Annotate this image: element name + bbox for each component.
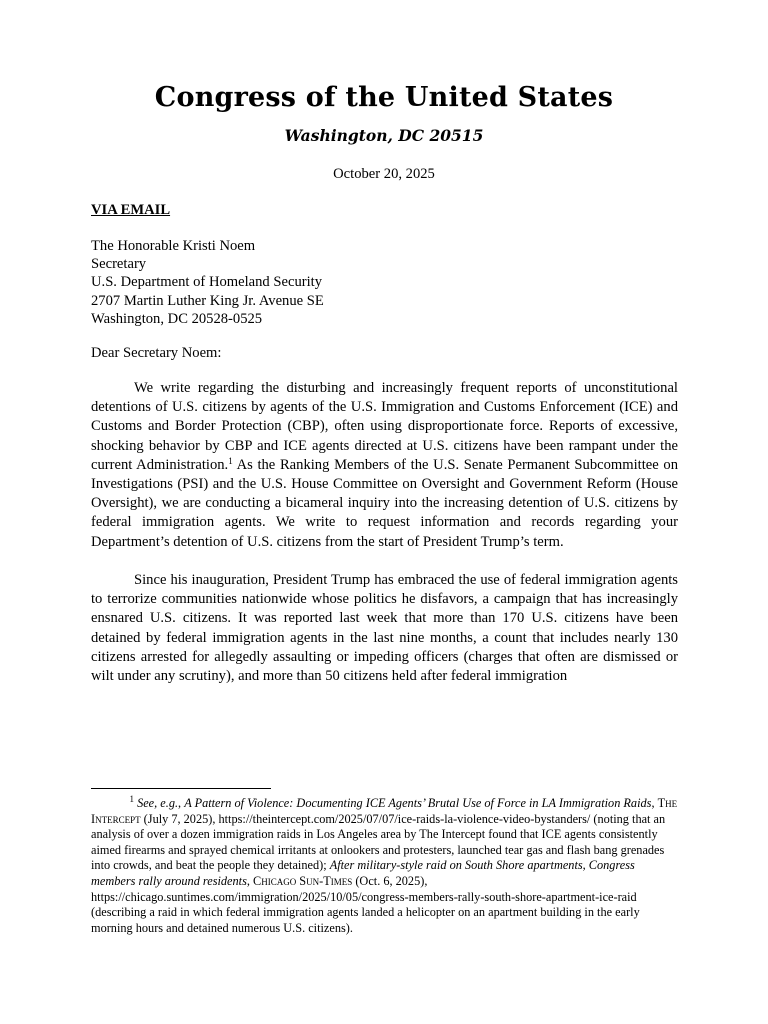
recipient-address [91, 237, 324, 328]
letterhead-subtitle: Washington, DC 20515 [284, 126, 484, 145]
paragraph-2: Since his inauguration, President Trump has embraced the use of federal immigration agents to terrorize communities nationwide whose politics he disfavors, a campaign that has increasingly ensnared U.S. citizens. It was reported last week that more than 170 U.S. citizens have been detained by federal immigration agents in the last nine months, a count that includes nearly 130 citizens arrested for allegedly assaulting or impeding officers (charges that often are dismissed or wilt under any scrutiny), and more than 50 citizens held after federal immigration [91, 572, 678, 685]
paragraph-1-text-cont: As the Ranking Members of the U.S. Senate Permanent Subcommittee on Investigations (PSI) and the U.S. House Committee on Oversight and Government Reform (House Oversight), we are conducting a bicameral inquiry into the increasing detention of U.S. citizens by federal immigration agents. We write to request information and records regarding your Department’s detention of U.S. citizens from the start of President Trump’s term. [91, 456, 678, 550]
footnote-source-1: The Intercept [91, 796, 678, 826]
footnote-signal: See, e.g. [137, 796, 179, 810]
footnote-number: 1 [129, 794, 134, 804]
footnote-text-1: (July 7, 2025), https://theintercept.com/2025/07/07/ice-raids-la-violence-video-bystanders/ (noting that an analysis of over a dozen immigration raids in Los Angeles area by The Intercept found that ICE agents consistently aimed firearms and sprayed chemical irritants at onlookers and protesters, launched tear gas and flash bang grenades into crowds, and beat the people they detained); [91, 811, 666, 873]
footnote-source-2: Chicago Sun-Times [253, 873, 353, 888]
footnote-divider [91, 788, 271, 789]
footnote-1: $^1$ See, e.g., A Pattern of Violence: Documenting ICE Agents’ Brutal Use of Force in LA Immigration Raids, The Intercept (July 7, 2025), https://theintercept.com/2025/07/07/ice-raids-la-violence-video-bystanders/ (noting that an analysis of over a dozen immigration raids in Los Angeles area by The Intercept found that ICE agents consistently aimed firearms and sprayed chemical irritants at onlookers and protesters, launched tear gas and flash bang grenades into crowds, and beat the people they detained); After military-style raid on South Shore apartments, Congress members rally around residents, Chicago Sun-Times (Oct. 6, 2025), https://chicago.suntimes.com/immigration/2025/10/05/congress-members-rally-south-shore-apartment-ice-raid (describing a raid in which federal immigration agents landed a helicopter on an apartment building in the early morning hours and detained numerous U.S. citizens). [91, 794, 678, 935]
footnote-title-2: After military-style raid on South Shore apartments, Congress members rally around residents [91, 858, 635, 888]
footnote-indent [91, 796, 134, 812]
recipient-city: Washington, DC 20528-0525 [91, 310, 263, 327]
recipient-title: Secretary [91, 256, 147, 273]
letter-date: October 20, 2025 [333, 166, 435, 182]
footnote-ref-1: 1 [228, 455, 233, 466]
letterhead-title: Congress of the United States [154, 82, 614, 113]
recipient-name: The Honorable Kristi Noem [91, 238, 256, 254]
recipient-street: 2707 Martin Luther King Jr. Avenue SE [91, 292, 324, 309]
paragraph-1-text: We write regarding the disturbing and increasingly frequent reports of unconstitutional detentions of U.S. citizens by agents of the U.S. Immigration and Customs Enforcement (ICE) and Customs and Border Protection (CBP), often using disproportionate force. Reports of excessive, shocking behavior by CBP and ICE agents directed at U.S. citizens have been rampant under the current Administration. [91, 380, 678, 473]
delivery-method: VIA EMAIL [91, 202, 171, 218]
footnote-text-2: (Oct. 6, 2025), https://chicago.suntimes.com/immigration/2025/10/05/congress-members-rally-south-shore-apartment-ice-raid (describing a raid in which federal immigration agents landed a helicopter on an apartment building in the early morning hours and detained numerous U.S. citizens). [91, 873, 640, 935]
paragraph-1 [91, 379, 678, 552]
salutation: Dear Secretary Noem: [91, 345, 222, 361]
recipient-department: U.S. Department of Homeland Security [91, 274, 323, 291]
footnote-title-1: A Pattern of Violence: Documenting ICE Agents’ Brutal Use of Force in LA Immigration Raids [184, 796, 652, 810]
